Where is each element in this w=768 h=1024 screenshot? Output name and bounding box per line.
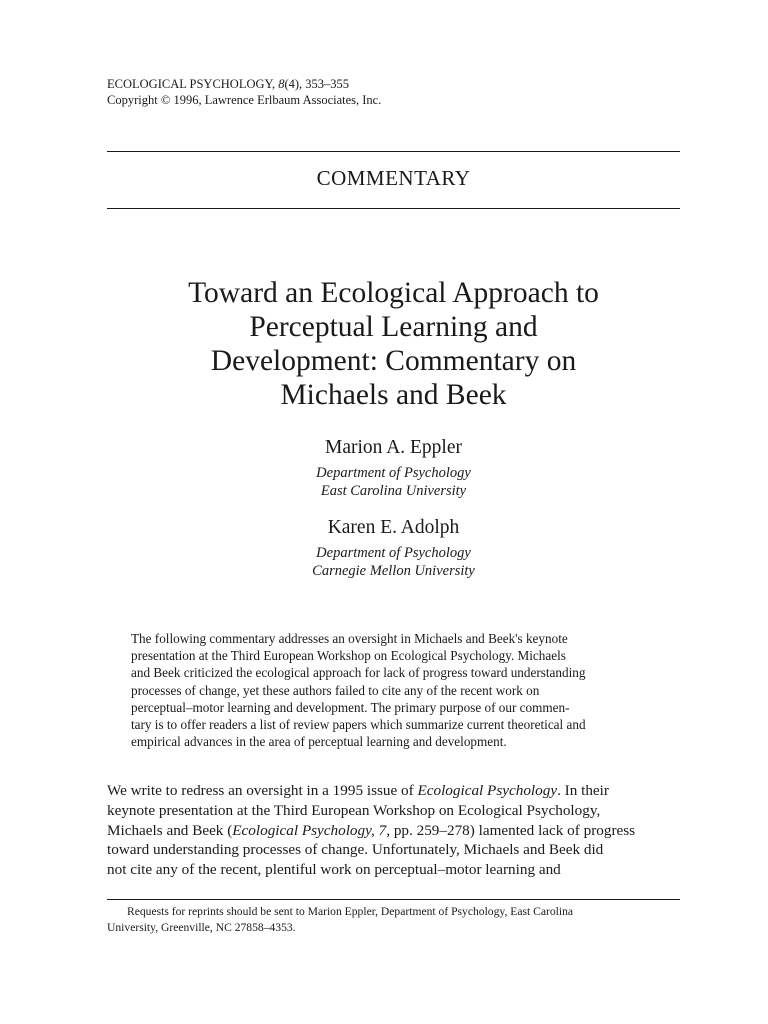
- body-line: We write to redress an oversight in a 1995 issue of Ecological Psychology. In their: [107, 782, 609, 799]
- abstract-line: empirical advances in the area of perceptual learning and development.: [131, 734, 507, 750]
- title-line: Toward an Ecological Approach to: [188, 277, 599, 309]
- body-line: not cite any of the recent, plentiful work on perceptual–motor learning and: [107, 861, 561, 879]
- author-name: Karen E. Adolph: [327, 517, 460, 538]
- body-line: Michaels and Beek (Ecological Psychology, 7, pp. 259–278) lamented lack of progress: [107, 821, 636, 839]
- abstract: [131, 630, 665, 750]
- footnote-rule: [107, 899, 680, 900]
- abstract-line: presentation at the Third European Workshop on Ecological Psychology. Michaels: [131, 648, 566, 664]
- citation-italic: Ecological Psychology, 7: [232, 821, 387, 839]
- author-department: Department of Psychology: [316, 545, 471, 561]
- author-department: Department of Psychology: [316, 465, 471, 481]
- section-label: COMMENTARY: [316, 166, 471, 190]
- author-institution: East Carolina University: [320, 483, 467, 499]
- title-line: Michaels and Beek: [280, 379, 507, 411]
- footnote: [107, 904, 680, 936]
- abstract-line: The following commentary addresses an oversight in Michaels and Beek's keynote: [131, 631, 568, 646]
- abstract-line: perceptual–motor learning and development. The primary purpose of our commen-: [131, 699, 570, 715]
- journal-volume-line: ECOLOGICAL PSYCHOLOGY, 8(4), 353–355: [107, 77, 350, 91]
- footnote-line: Requests for reprints should be sent to Marion Eppler, Department of Psychology, East Carolina: [127, 905, 574, 918]
- title-line: Perceptual Learning and: [249, 311, 538, 343]
- body-paragraph: [107, 781, 680, 880]
- footnote-line: University, Greenville, NC 27858–4353.: [107, 921, 296, 934]
- body-line: keynote presentation at the Third European Workshop on Ecological Psychology,: [107, 801, 601, 819]
- title-line: Development: Commentary on: [210, 345, 577, 377]
- abstract-line: tary is to offer readers a list of review papers which summarize current theoretical and: [131, 717, 586, 733]
- body-line: toward understanding processes of change. Unfortunately, Michaels and Beek did: [107, 841, 604, 859]
- journal-citation: [107, 76, 381, 108]
- author-name: Marion A. Eppler: [324, 437, 462, 458]
- abstract-line: and Beek criticized the ecological approach for lack of progress toward understanding: [131, 665, 586, 681]
- author-institution: Carnegie Mellon University: [312, 563, 475, 579]
- section-rule-top: [107, 151, 680, 152]
- article-title: [107, 276, 680, 412]
- section-rule-bottom: [107, 208, 680, 209]
- journal-name-italic: Ecological Psychology: [417, 782, 558, 799]
- journal-volume: 8: [278, 77, 285, 91]
- author-block: [107, 436, 680, 500]
- author-block: [107, 516, 680, 580]
- abstract-line: processes of change, yet these authors failed to cite any of the recent work on: [131, 682, 540, 698]
- journal-copyright: Copyright © 1996, Lawrence Erlbaum Associates, Inc.: [107, 93, 382, 107]
